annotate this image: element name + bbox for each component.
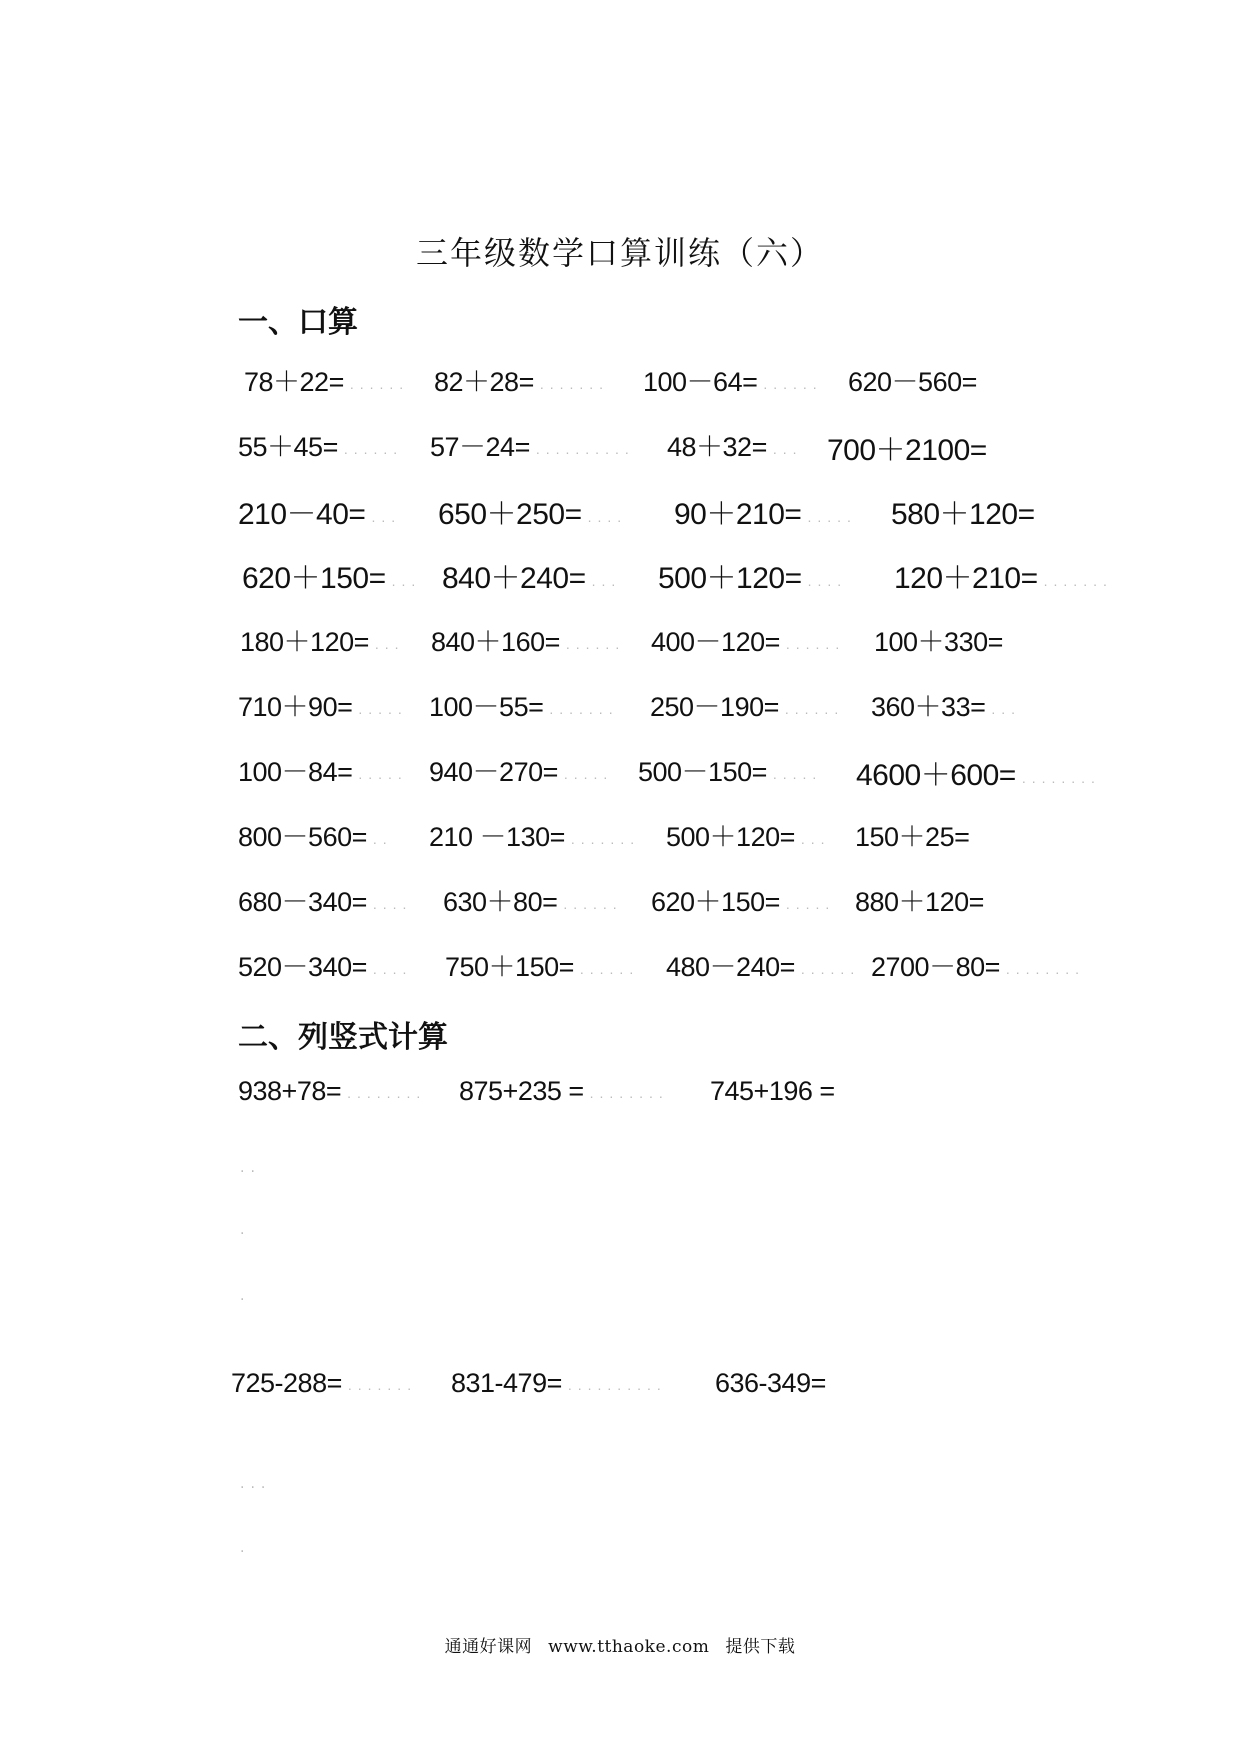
problem-row: [238, 360, 1158, 400]
problem-item: 630＋80= ......: [443, 887, 623, 917]
problem-item: 120＋210= .......: [894, 562, 1113, 595]
problem-item: 150＋25=: [855, 822, 970, 852]
section-2-heading: 二、列竖式计算: [238, 1020, 448, 1055]
problem-item: 400－120= ......: [651, 627, 846, 657]
problem-item: 82＋28= .......: [434, 367, 610, 397]
problem-row: [238, 425, 1158, 465]
problem-row: [238, 553, 1158, 593]
footer-site-name: 通通好课网: [444, 1637, 533, 1657]
problem-item: 745+196 =: [710, 1076, 835, 1106]
footer-suffix: 提供下载: [725, 1637, 796, 1657]
problem-item: 620＋150= .....: [651, 887, 836, 917]
problem-row: [238, 489, 1158, 529]
problem-item: 2700－80= ........: [871, 952, 1085, 982]
work-space-marker: ...: [240, 1476, 272, 1492]
problem-item: 210－40= ...: [238, 498, 402, 531]
problem-item: 520－340= ....: [238, 952, 413, 982]
problem-item: 90＋210= .....: [674, 498, 857, 531]
problem-item: 750＋150= ......: [445, 952, 640, 982]
problem-row: [238, 815, 1158, 855]
problem-item: 55＋45= ......: [238, 432, 404, 462]
problem-item: 100－84= .....: [238, 757, 408, 787]
problem-item: 875+235 = ........: [459, 1076, 669, 1106]
page-footer: [0, 1632, 1240, 1657]
problem-item: 840＋240= ...: [442, 562, 622, 595]
problem-item: 480－240= ......: [666, 952, 861, 982]
section-1-heading: 一、口算: [238, 305, 358, 340]
problem-item: 680－340= ....: [238, 887, 413, 917]
problem-item: 100－64= ......: [643, 367, 823, 397]
problem-item: 700＋2100=: [827, 434, 987, 467]
vertical-calc-row: [231, 1368, 1151, 1408]
problem-row: [238, 750, 1158, 790]
problem-item: 620－560=: [848, 367, 977, 397]
problem-item: 840＋160= ......: [431, 627, 626, 657]
problem-item: 580＋120=: [891, 498, 1035, 531]
problem-row: [238, 620, 1158, 660]
problem-item: 880＋120=: [855, 887, 984, 917]
problem-item: 710＋90= .....: [238, 692, 408, 722]
problem-item: 938+78= ........: [238, 1076, 427, 1106]
work-space-marker: .: [240, 1288, 251, 1304]
problem-item: 57－24= ..........: [430, 432, 635, 462]
page-title: 三年级数学口算训练（六）: [415, 234, 824, 272]
problem-item: 650＋250= ....: [438, 498, 628, 531]
problem-item: 500＋120= ...: [666, 822, 831, 852]
problem-item: 800－560= ..: [238, 822, 393, 852]
problem-item: 831-479= ..........: [451, 1368, 667, 1398]
problem-item: 620＋150= ...: [242, 562, 422, 595]
problem-row: [238, 945, 1158, 985]
problem-item: 4600＋600= ........: [856, 759, 1101, 792]
problem-row: [238, 685, 1158, 725]
problem-item: 500＋120= ....: [658, 562, 848, 595]
problem-item: 100＋330=: [874, 627, 1003, 657]
problem-item: 725-288= .......: [231, 1368, 418, 1398]
footer-url: www.tthaoke.com: [548, 1637, 710, 1657]
problem-item: 940－270= .....: [429, 757, 614, 787]
problem-item: 250－190= ......: [650, 692, 845, 722]
work-space-marker: ..: [240, 1160, 261, 1176]
work-space-marker: .: [240, 1540, 251, 1556]
problem-row: [238, 880, 1158, 920]
vertical-calc-row: [238, 1076, 1158, 1116]
problem-item: 636-349=: [715, 1368, 826, 1398]
problem-item: 180＋120= ...: [240, 627, 405, 657]
problem-item: 210 －130= .......: [429, 822, 641, 852]
problem-item: 500－150= .....: [638, 757, 823, 787]
problem-item: 100－55= .......: [429, 692, 619, 722]
work-space-marker: .: [240, 1222, 251, 1238]
problem-item: 78＋22= ......: [244, 367, 410, 397]
problem-item: 48＋32= ...: [667, 432, 803, 462]
problem-item: 360＋33= ...: [871, 692, 1022, 722]
